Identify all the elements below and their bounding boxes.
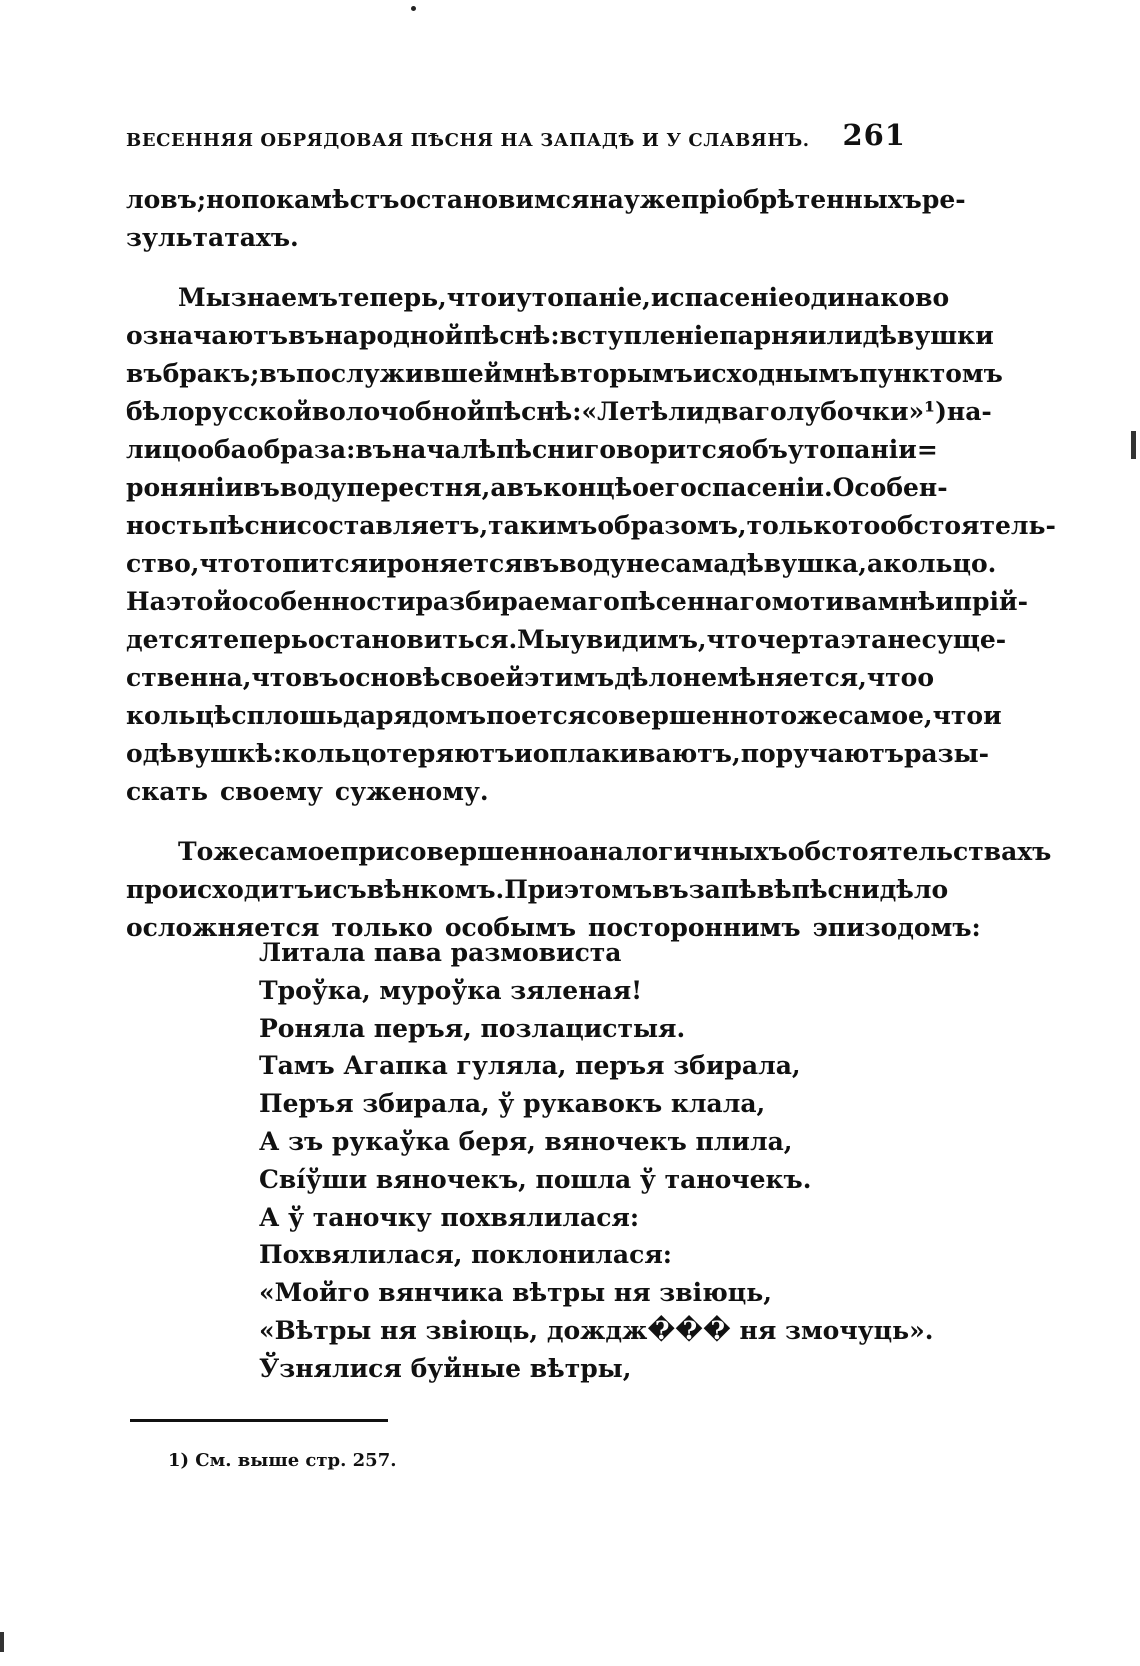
text-line: кольцѣ сплошь да рядомъ поется совершенно то же самое, что и bbox=[126, 701, 1002, 730]
verse-line: «Мойго вянчика вѣтры ня звіюць, bbox=[259, 1278, 772, 1308]
text-line: зультатахъ. bbox=[126, 223, 299, 252]
text-line: На этой особенности разбираемаго пѣсеннаго мотива мнѣ и прій- bbox=[126, 587, 1028, 616]
verse-line: Троўка, муроўка зяленая! bbox=[259, 975, 643, 1005]
verse-line: А зъ рукаўка беря, вяночекъ плила, bbox=[259, 1126, 793, 1156]
verse-line: Ўзнялися буйные вѣтры, bbox=[259, 1353, 632, 1383]
page-header bbox=[126, 118, 906, 158]
verse-line: Тамъ Агапка гуляла, перъя збирала, bbox=[259, 1051, 801, 1081]
verse-line: А ў таночку похвялилася: bbox=[259, 1202, 640, 1232]
scan-edge-mark bbox=[1131, 431, 1136, 459]
verse-line: Литала пава размовиста bbox=[259, 938, 622, 967]
text-line: означаютъ въ народной пѣснѣ: вступленіе парня или дѣвушки bbox=[126, 321, 994, 350]
running-head: ВЕСЕННЯЯ ОБРЯДОВАЯ ПѢСНЯ НА ЗАПАДѢ И У СЛАВЯНЪ. bbox=[126, 130, 810, 151]
text-line: ственна, что въ основѣ своей этимъ дѣло не мѣняется, что о bbox=[126, 663, 935, 692]
text-line: ность пѣсни составляетъ, такимъ образомъ, только то обстоятель- bbox=[126, 511, 1056, 540]
footnote: 1) См. выше стр. 257. bbox=[168, 1450, 397, 1471]
verse-line: «Вѣтры ня звіюць, дождж��� ня змочуць». bbox=[259, 1315, 934, 1345]
text-line: лицо оба образа: въ началѣ пѣсни говорится объ утопаніи = bbox=[126, 435, 938, 464]
text-line: дется теперь остановиться. Мы увидимъ, что черта эта не суще- bbox=[126, 625, 1007, 654]
text-line: Мы знаемъ теперь, что и утопаніе, и спасеніе одинаково bbox=[178, 283, 950, 312]
text-line: ство, что топится и роняется въ воду не сама дѣвушка, а кольцо. bbox=[126, 549, 997, 578]
verse-line: Перъя збирала, ў рукавокъ клала, bbox=[259, 1089, 766, 1119]
scan-edge-mark bbox=[0, 1632, 4, 1652]
verse-line: Роняла перъя, позлацистыя. bbox=[259, 1013, 686, 1043]
text-line: скать своему суженому. bbox=[126, 777, 489, 806]
verse-line: Сві́ўши вяночекъ, пошла ў таночекъ. bbox=[259, 1164, 812, 1194]
text-line: о дѣвушкѣ: кольцо теряютъ и оплакиваютъ, поручаютъ разы- bbox=[126, 739, 990, 768]
text-line: бѣлорусской волочобной пѣснѣ: «Летѣли два голубочки»¹) на- bbox=[126, 397, 992, 426]
verse-quotation bbox=[259, 934, 933, 1388]
text-line: осложняется только особымъ постороннимъ эпизодомъ: bbox=[126, 913, 981, 942]
text-line: происходитъ и съ вѣнкомъ. При этомъ въ запѣвѣ пѣсни дѣло bbox=[126, 875, 949, 904]
footnote-rule bbox=[130, 1419, 388, 1422]
verse-line: Похвялилася, поклонилася: bbox=[259, 1240, 673, 1270]
text-line: роняніи въ воду перестня, а въ концѣ о его спасеніи. Особен- bbox=[126, 473, 948, 502]
page-number: 261 bbox=[842, 118, 906, 152]
text-line: То же самое при совершенно аналогичныхъ обстоятельствахъ bbox=[178, 837, 1052, 866]
body-text bbox=[126, 181, 1056, 947]
text-line: ловъ; но покамѣстъ остановимся на уже пріобрѣтенныхъ ре- bbox=[126, 185, 966, 214]
scan-speck bbox=[411, 6, 416, 11]
text-line: въ бракъ; въ послужившей мнѣ вторымъ исходнымъ пунктомъ bbox=[126, 359, 1003, 388]
